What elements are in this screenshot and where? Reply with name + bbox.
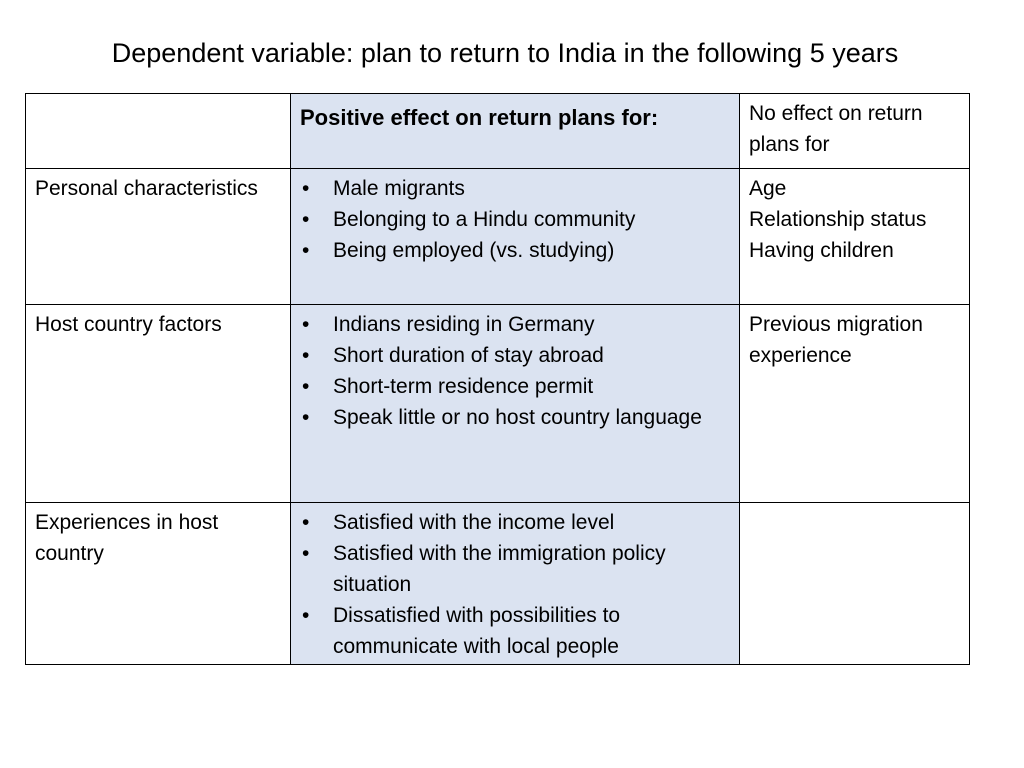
table-row-experiences (26, 503, 970, 665)
positive-cell (291, 169, 740, 305)
list-item: • Speak little or no host country language (300, 402, 731, 433)
list-item: • Satisfied with the immigration policy situation (300, 538, 731, 600)
positive-cell (291, 305, 740, 503)
header-positive-effect-text: Positive effect on return plans for: (300, 105, 659, 130)
list-item: • Short duration of stay abroad (300, 340, 731, 371)
no-effect-cell-empty (740, 503, 970, 665)
list-item: • Indians residing in Germany (300, 309, 731, 340)
positive-cell (291, 503, 740, 665)
no-effect-item: Having children (749, 239, 894, 262)
positive-list (300, 309, 731, 433)
header-empty-cell (26, 94, 291, 169)
results-table (25, 93, 970, 665)
no-effect-item: Age (749, 177, 787, 200)
table-row-personal (26, 169, 970, 305)
list-item: • Short-term residence permit (300, 371, 731, 402)
positive-list (300, 173, 731, 266)
list-item: • Dissatisfied with possibilities to communicate with local people (300, 600, 731, 662)
header-positive-effect (291, 94, 740, 169)
table-row-host-country (26, 305, 970, 503)
row-label: Host country factors (26, 305, 291, 503)
slide-title: Dependent variable: plan to return to India in the following 5 years (111, 38, 899, 68)
header-no-effect: No effect on return plans for (740, 94, 970, 169)
list-item: • Belonging to a Hindu community (300, 204, 731, 235)
row-label: Experiences in host country (26, 503, 291, 665)
no-effect-item: Relationship status (749, 208, 927, 231)
no-effect-cell (740, 305, 970, 503)
list-item: • Male migrants (300, 173, 731, 204)
row-label: Personal characteristics (26, 169, 291, 305)
table-header-row (26, 94, 970, 169)
no-effect-item: Previous migration experience (749, 313, 923, 367)
list-item: • Being employed (vs. studying) (300, 235, 731, 266)
no-effect-cell (740, 169, 970, 305)
positive-list (300, 507, 731, 662)
list-item: • Satisfied with the income level (300, 507, 731, 538)
